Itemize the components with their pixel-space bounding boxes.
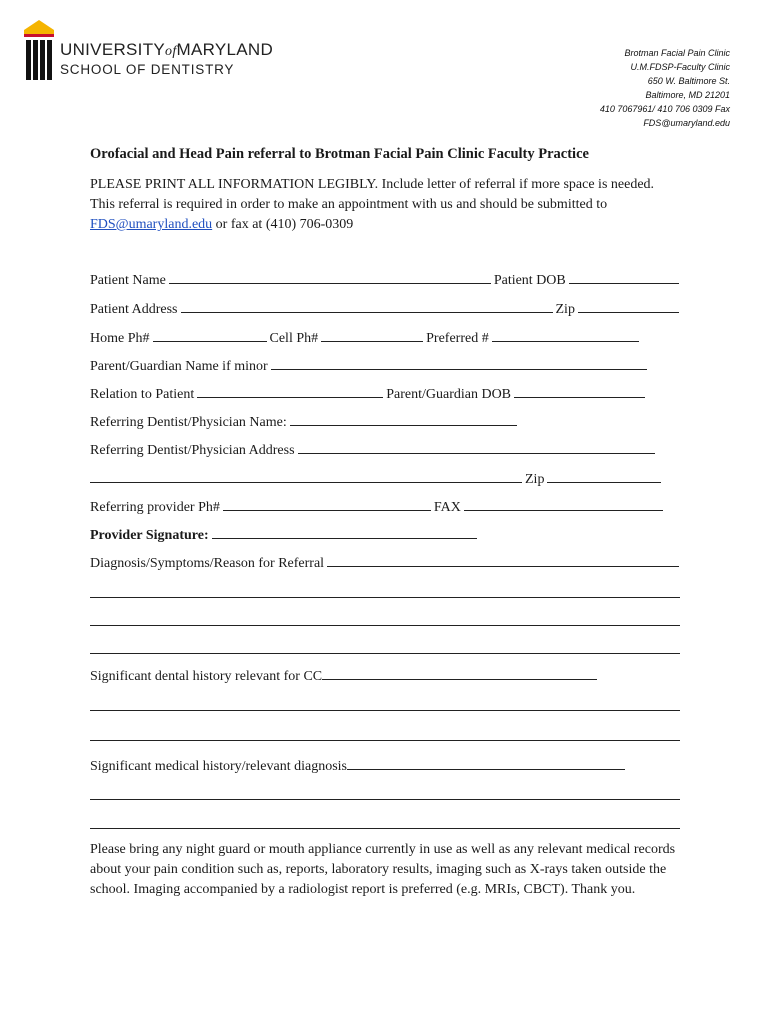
closing-note: Please bring any night guard or mouth appliance currently in use as well as any relevant medical records about your pain condition such as, reports, laboratory results, imaging such as X-rays taken outside the school. Imaging accompanied by a radiologist report is preferred (e.g. MRIs, CBCT). Thank you. <box>90 842 676 897</box>
relation-field[interactable] <box>197 384 383 398</box>
clinic-address-block <box>600 46 730 130</box>
medical-history-row: Significant medical history/relevant diagnosis <box>90 756 628 776</box>
patient-address-field[interactable] <box>181 299 553 313</box>
referring-address-field[interactable] <box>298 440 655 454</box>
dental-history-line[interactable] <box>90 740 680 741</box>
guardian-name-row: Parent/Guardian Name if minor <box>90 356 650 376</box>
referring-zip-field[interactable] <box>547 469 661 483</box>
patient-dob-field[interactable] <box>569 270 679 284</box>
logo-university-name: UNIVERSITYofMARYLAND <box>60 40 274 59</box>
referring-name-row: Referring Dentist/Physician Name: <box>90 412 520 432</box>
diagnosis-line[interactable] <box>90 597 680 598</box>
signature-field[interactable] <box>212 525 477 539</box>
patient-name-row: Patient Name Patient DOB <box>90 270 682 290</box>
dental-history-field[interactable] <box>322 666 597 680</box>
address-line: 650 W. Baltimore St. <box>647 76 730 86</box>
dental-history-row: Significant dental history relevant for CC <box>90 666 600 686</box>
address-line: FDS@umaryland.edu <box>643 118 730 128</box>
referring-name-field[interactable] <box>290 412 517 426</box>
address-line: U.M.FDSP-Faculty Clinic <box>630 62 730 72</box>
medical-history-line[interactable] <box>90 828 680 829</box>
preferred-phone-field[interactable] <box>492 328 639 342</box>
referring-address-row: Referring Dentist/Physician Address <box>90 440 658 460</box>
diagnosis-line[interactable] <box>90 625 680 626</box>
address-line: Brotman Facial Pain Clinic <box>624 48 730 58</box>
university-seal-icon <box>22 18 56 84</box>
dental-history-line[interactable] <box>90 710 680 711</box>
guardian-name-field[interactable] <box>271 356 647 370</box>
diagnosis-field[interactable] <box>327 553 679 567</box>
referring-phone-field[interactable] <box>223 497 431 511</box>
form-title: Orofacial and Head Pain referral to Brotman Facial Pain Clinic Faculty Practice <box>90 146 589 162</box>
email-link[interactable]: FDS@umaryland.edu <box>90 217 213 232</box>
cell-phone-field[interactable] <box>321 328 423 342</box>
diagnosis-row: Diagnosis/Symptoms/Reason for Referral <box>90 553 682 573</box>
medical-history-field[interactable] <box>347 756 625 770</box>
address-line: Baltimore, MD 21201 <box>645 90 730 100</box>
phone-row: Home Ph# Cell Ph# Preferred # <box>90 328 642 348</box>
patient-zip-field[interactable] <box>578 299 679 313</box>
patient-name-field[interactable] <box>169 270 491 284</box>
logo-school-name: SCHOOL OF DENTISTRY <box>60 62 235 77</box>
university-logo <box>22 18 282 88</box>
medical-history-line[interactable] <box>90 799 680 800</box>
fax-field[interactable] <box>464 497 663 511</box>
relation-row: Relation to Patient Parent/Guardian DOB <box>90 384 648 404</box>
signature-row: Provider Signature: <box>90 525 480 545</box>
patient-address-row: Patient Address Zip <box>90 299 682 319</box>
referring-address-line2-field[interactable] <box>90 469 522 483</box>
address-line: 410 7067961/ 410 706 0309 Fax <box>599 104 730 114</box>
home-phone-field[interactable] <box>153 328 267 342</box>
form-instructions: PLEASE PRINT ALL INFORMATION LEGIBLY. Include letter of referral if more space is needed. This referral is required in order to make an appointment with us and should be submitted to FDS@umaryland.edu or fax at (410) 706-0309 <box>90 177 655 232</box>
diagnosis-line[interactable] <box>90 653 680 654</box>
referring-address-row-2: Zip <box>90 469 664 489</box>
guardian-dob-field[interactable] <box>514 384 645 398</box>
referring-phone-row: Referring provider Ph# FAX <box>90 497 666 517</box>
